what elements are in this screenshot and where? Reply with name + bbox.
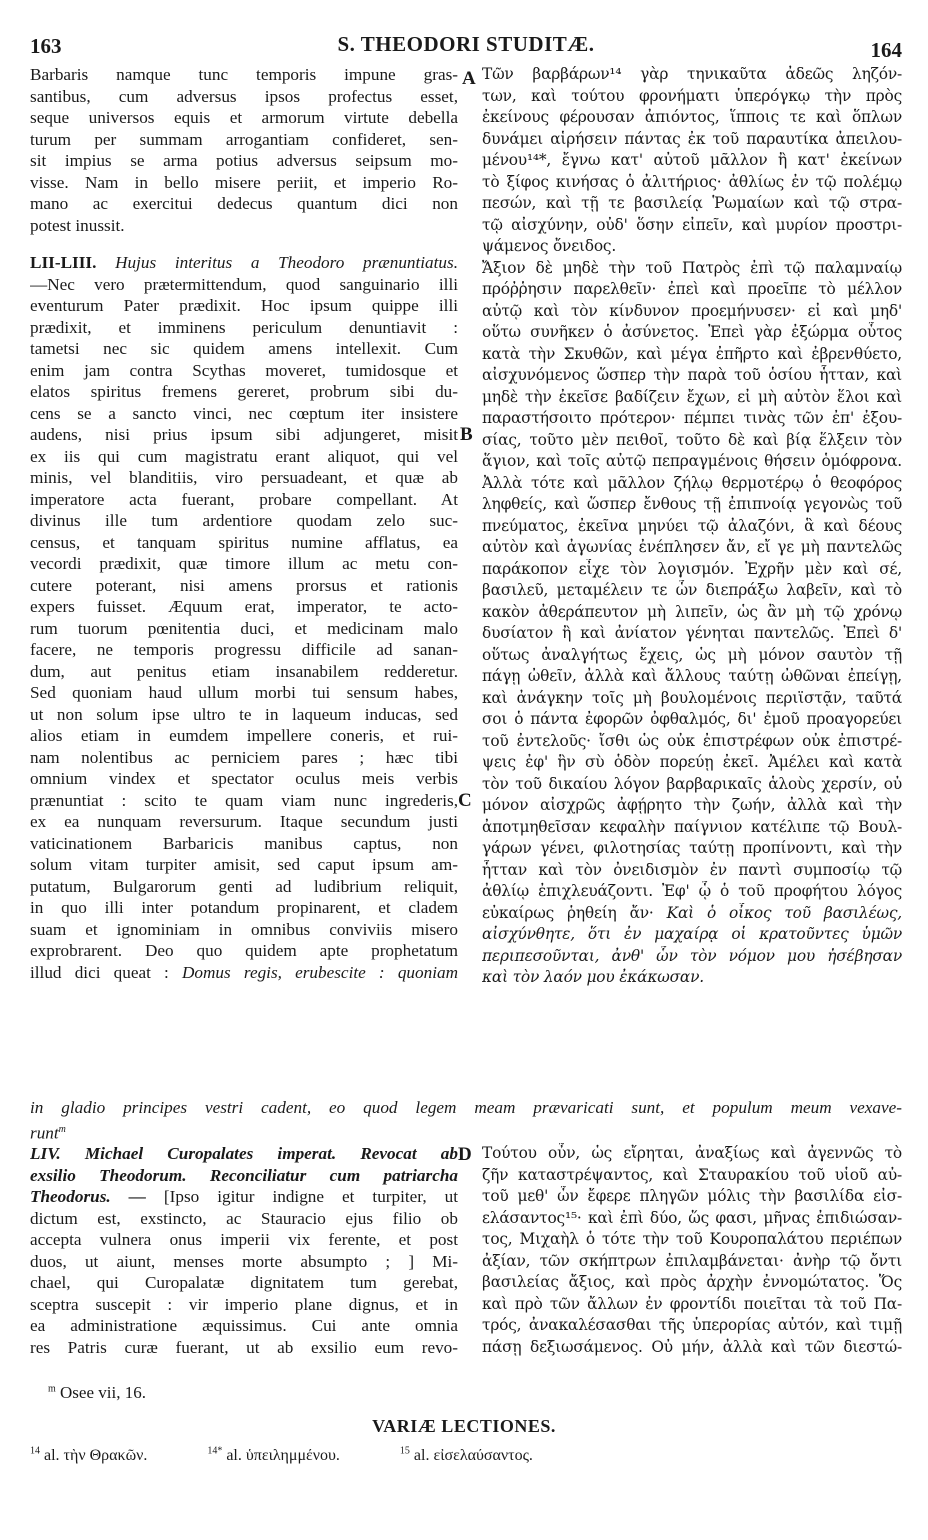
text-line: αἰσχύνθητε, ὅτι ἐν μαχαίρᾳ οἱ κρατοῦντες ὑμῶν bbox=[482, 925, 902, 943]
text-line: πάσῃ δεξιωσάμενος. Οὐ μήν, ἀλλὰ καὶ τῶν διεστώ- bbox=[482, 1337, 902, 1356]
text-line: γάρων γένει, φιλοτησίας ταύτῃ προπίνοντι, καὶ τὴν bbox=[482, 839, 902, 857]
text-line: vaticinationem Barbaricis manibus captus, non bbox=[30, 833, 458, 853]
text-line: elatos spiritus fremens gereret, probrum sibi du- bbox=[30, 382, 458, 401]
text-line: Ἀλλὰ τότε καὶ μᾶλλον ζήλῳ θερμοτέρῳ ὁ θεοφόρος bbox=[482, 473, 902, 492]
latin-column-top bbox=[30, 64, 458, 983]
text-line: αἰσχυνόμενος ὥσπερ τὴν παρὰ τοῦ ὁσίου ἧτταν, καὶ bbox=[482, 366, 902, 384]
text-line: πνεύματος, ἐκεῖνα μηνύει τῷ ἀλαζόνι, ἃ καὶ δέους bbox=[482, 516, 902, 535]
text-line: facere, ne temporis progressu difficile ad sanan- bbox=[30, 640, 458, 659]
text-line: ψάμενος ὄνειδος. bbox=[482, 237, 617, 255]
text-line: dictum est, exstincto, ac Stauracio ejus filio ob bbox=[30, 1208, 458, 1228]
text-line: duos, ut aiunt, menses morte absumpto ; ] Mi- bbox=[30, 1251, 458, 1271]
text-line: suam et ignominiam in omnibus conviviis misero bbox=[30, 919, 458, 939]
greek-paragraph-2 bbox=[482, 258, 902, 903]
running-title: S. THEODORI STUDITÆ. bbox=[337, 32, 595, 56]
variant-note-3: $^{15}$ al. εἰσελαύσαντος. bbox=[399, 1446, 533, 1465]
text-line: οὕτως ἀναλγήτως ἔχεις, ὡς μὴ μόνον σαυτὸν τῇ bbox=[482, 645, 902, 664]
text-line: mano ac exercitui dedecus quantum dici non bbox=[30, 194, 458, 213]
text-line: ἀθλίῳ ἐπιχλευάζοντι. Ἐφ' ᾧ ὁ τοῦ προφήτου λόγος bbox=[482, 882, 902, 900]
text-line: ἀξίαν, τῶν σκήπτρων ἐπιλαμβάνεται· ἀνὴρ τῷ ὄντι bbox=[482, 1251, 902, 1270]
text-line: nam nolentibus ac perniciem pares ; hæc tibi bbox=[30, 747, 458, 767]
text-line: sceptra suscepit : vir imperio plane dignus, et in bbox=[30, 1294, 458, 1314]
text-line: πρόῤῥησιν παρελθεῖν· ἐπεὶ καὶ προεῖπε τὸ μέλλον bbox=[482, 280, 902, 298]
text-line: ἅγιον, καὶ τοῖς αὐτῷ πεπραγμένοις θήσειν ὁμόφρονα. bbox=[482, 452, 902, 470]
text-line: audens, nisi prius ipsum sibi adjungeret, misit bbox=[30, 425, 458, 444]
text-line: ἀποτμηθεῖσαν κεφαλὴν παίγνιον κατέλιπε τῷ Βουλ- bbox=[482, 817, 902, 836]
marker-b: B bbox=[460, 424, 473, 445]
text-line: potest inussit. bbox=[30, 215, 125, 235]
text-line: prænuntiat : scito te quam viam nunc ingrederis, bbox=[30, 790, 458, 810]
latin-paragraph-3 bbox=[30, 1208, 458, 1359]
text-line: in quo illi inter potandum propinarent, et cladem bbox=[30, 898, 458, 917]
page-number-left: 163 bbox=[30, 34, 62, 58]
text-line: res Patris curæ fuerant, ut ab exsilio eum revo- bbox=[30, 1337, 458, 1357]
text-line: visse. Nam in bello misere periit, et imperio Ro- bbox=[30, 172, 458, 192]
text-line: κατὰ τὴν Σκυθῶν, καὶ μέγα ἐπῆρτο καὶ ἐβρενθύετο, bbox=[482, 344, 902, 363]
greek-quote-start-line: εὐκαίρως ῥηθείη ἄν· Καὶ ὁ οἶκος τοῦ βασιλέως, bbox=[482, 903, 902, 922]
latin-heading-3-line-3: Theodorus. — [Ipso igitur indigne et turpiter, ut bbox=[30, 1187, 458, 1206]
text-line: prædixit, et imminens periculum denuntiavit : bbox=[30, 317, 458, 337]
greek-paragraph-3 bbox=[482, 1143, 902, 1358]
text-line: divinus ille tum ardentiore quodam zelo suc- bbox=[30, 511, 458, 530]
text-line: minis, vel blanditiis, viro persuadeant, et quæ ab bbox=[30, 468, 458, 487]
footnote: $^m$ Osee vii, 16. bbox=[48, 1383, 146, 1402]
text-line: enim jam contra Scythas moveret, tumidosque et bbox=[30, 360, 458, 380]
text-line: ex iis qui cum magistratu erant aliquot, qui vel bbox=[30, 446, 458, 466]
text-line: tametsi nec sic quidem amens intellexit. Cum bbox=[30, 339, 458, 358]
text-line: turum per summam arrogantiam confideret, sen- bbox=[30, 129, 458, 149]
text-line: putatum, Bulgarorum genti ad ludibrium reliquit, bbox=[30, 876, 458, 896]
text-line: seque universos equis et armorum virtute debella bbox=[30, 108, 458, 127]
text-line: τοῦ ἐντελοῦς· ἴσθι ὡς οὐκ ἐπιστρέφων οὐκ ἐπιστρέ- bbox=[482, 731, 902, 750]
text-line: census, et tanquam spiritus numine afflatus, ea bbox=[30, 532, 458, 552]
text-line: μηδὲ τὴν ἐκεῖσε βαδίζειν ἔχων, εἰ μὴ αὐτὸν ἕλοι καὶ bbox=[482, 387, 902, 406]
latin-heading-3-line-2: exsilio Theodorum. Reconciliatur cum patriarcha bbox=[30, 1165, 458, 1185]
text-line: sit impius se arma potius adversus seipsum mo- bbox=[30, 151, 458, 170]
text-line: τρός, ἀνακαλέσασθαι τῆς ὑπερορίας αὐτόν, καὶ τιμῇ bbox=[482, 1316, 902, 1334]
latin-paragraph-1 bbox=[30, 64, 458, 236]
text-line: δυσίατον ἢ καὶ ἀνίατον γένηται παντελῶς. Ἐπεὶ δ' bbox=[482, 624, 902, 642]
variant-note-1: $^{14}$ al. τὴν Θρακῶν. bbox=[30, 1446, 148, 1465]
text-line: accepta vulnera onus imperii vix ferente, et post bbox=[30, 1230, 458, 1249]
text-line: πάγῃ ὠθεῖν, ἀλλὰ καὶ ἄλλους ταύτῃ ὠθῶναι ἐπείγῃ, bbox=[482, 667, 902, 685]
full-width-quote bbox=[30, 1097, 902, 1143]
text-line: μένου¹⁴*, ἔγνω κατ' αὐτοῦ μᾶλλον ἢ κατ' ἐκείνων bbox=[482, 151, 902, 169]
text-line: solum vitam turpiter amisit, sed caput ipsum am- bbox=[30, 855, 458, 874]
greek-column-bottom bbox=[482, 1143, 902, 1358]
text-line: ελάσαντος¹⁵· καὶ ἐπὶ δύο, ὥς φασι, μῆνας ἐπιδιώσαν- bbox=[482, 1208, 902, 1227]
text-line: των, καὶ τούτου φρονήματι ὑπερόγκῳ τὴν πρὸς bbox=[482, 86, 902, 105]
latin-last-line: illud dici queat : Domus regis, erubescite : quoniam bbox=[30, 962, 458, 982]
latin-column-bottom bbox=[30, 1143, 458, 1358]
text-line: vecordi prædixit, quæ timore illum ac metu con- bbox=[30, 554, 458, 573]
text-line: alios etiam in eumdem impellere coneris, et rui- bbox=[30, 726, 458, 745]
text-line: κακὸν ἀθεράπευτον μὴ λιπεῖν, ὡς ἂν μὴ τῷ χρόνῳ bbox=[482, 602, 902, 621]
marker-d: D bbox=[458, 1144, 472, 1165]
text-line: δυνάμει αἱρήσειν πάντας ἐκ τοῦ παραυτίκα ἀπειλου- bbox=[482, 129, 902, 148]
text-line: ζῆν καταστρέψαντος, καὶ Σταυρακίου τοῦ υἱοῦ αὐ- bbox=[482, 1165, 902, 1184]
text-line: cens se a sancto vinci, nec cœptum iter insistere bbox=[30, 403, 458, 423]
text-line: exprobrarent. Deo quo quidem apte prophetatum bbox=[30, 941, 458, 960]
text-line: Ἄξιον δὲ μηδὲ τὴν τοῦ Πατρὸς ἐπὶ τῷ παλαμναίῳ bbox=[482, 258, 902, 277]
text-line: omnium vindex et spectator oculus meis verbis bbox=[30, 769, 458, 788]
greek-paragraph-1 bbox=[482, 64, 902, 258]
text-line: βασιλεῦ, μεταμέλειν τε ὧν διεπράξω λαβεῖν, καὶ τὸ bbox=[482, 581, 902, 599]
text-line: παράκοπον εἶχε τὸν λογισμόν. Ἐχρῆν μὲν καὶ σέ, bbox=[482, 559, 902, 578]
marker-a: A bbox=[462, 68, 476, 89]
text-line: ληφθείς, καὶ ὥσπερ ἔνθους τῇ ἐπιπνοίᾳ γεγονὼς τοῦ bbox=[482, 495, 902, 513]
text-line: αὐτῷ καὶ τὸν κίνδυνον προεμήνυσεν· εἰ καὶ μηδ' bbox=[482, 301, 902, 320]
text-line: ex ea nunquam reversurum. Itaque secundum justi bbox=[30, 812, 458, 831]
latin-heading-2: LII-LIII. Hujus interitus a Theodoro prænuntiatus. bbox=[30, 253, 458, 272]
variae-lectiones-title: VARIÆ LECTIONES. bbox=[372, 1416, 556, 1436]
text-line: santibus, cum adversus ipsos profectus esset, bbox=[30, 86, 458, 106]
text-line: rum tuorum pœnitentia duci, et medicinam malo bbox=[30, 618, 458, 638]
latin-paragraph-2 bbox=[30, 274, 458, 962]
text-line: οὕτω συνῆκεν ὁ ἀσύνετος. Ἐπεὶ γὰρ ἐξώρμα οὗτος bbox=[482, 323, 902, 341]
text-line: dum, aut penitus etiam insanabilem redderetur. bbox=[30, 661, 458, 681]
text-line: τοῦ μεθ' ὧν ἔφερε πληγῶν μόλις τὴν βασιλίδα εἰσ- bbox=[482, 1187, 902, 1205]
variae-lectiones-notes bbox=[30, 1446, 589, 1465]
text-line: ἐκείνους φέρουσαν ἀπιόντος, ἵπποις τε καὶ ὅπλων bbox=[482, 108, 902, 126]
text-line: αὐτὸν καὶ ἀγωνίας ἐνέπλησεν ἄν, εἴ γε μὴ παντελῶς bbox=[482, 538, 902, 556]
text-line: ψεις ἐφ' ἣν σὺ ὁδὸν πορεύῃ ἐκεῖ. Ἀμέλει καὶ κατὰ bbox=[482, 753, 902, 771]
text-line: πεσών, καὶ τῇ τε βασιλείᾳ Ῥωμαίων καὶ τῷ στρα- bbox=[482, 194, 902, 212]
text-line: σοι ὁ πάντα ἐφορῶν ὀφθαλμός, δι' ἐμοῦ προαγορεύει bbox=[482, 710, 902, 728]
text-line: ut non solum ipse ultro te in laqueum inducas, sed bbox=[30, 704, 458, 724]
text-line: expers fuisset. Æquum erat, imperator, te acto- bbox=[30, 597, 458, 616]
text-line: ea administratione æquissimus. Cui ante omnia bbox=[30, 1316, 458, 1335]
full-width-line-2: runt$^m$ bbox=[30, 1123, 66, 1143]
text-line: βασιλείας ἄξιος, καὶ πρὸς ἀρχὴν ἐννομώτατος. Ὅς bbox=[482, 1273, 902, 1291]
text-line: μόνον αἰσχρῶς ἀφῄρητο τὴν ζωήν, ἀλλὰ καὶ τὴν bbox=[482, 796, 902, 814]
text-line: περιπεσοῦνται, ἀνθ' ὧν τὸν νόμον μου ἠσέβησαν bbox=[482, 946, 902, 965]
text-line: σίας, τοῦτο μὲν πειθοῖ, τοῦτο δὲ καὶ βίᾳ ἕλξειν τὸν bbox=[482, 430, 902, 449]
text-line: τος, Μιχαὴλ ὁ τότε τὴν τοῦ Κουροπαλάτου περιέπων bbox=[482, 1230, 902, 1248]
text-line: ἧτταν καὶ τὸν ὀνειδισμὸν ἐν παντὶ συμποσίῳ τῷ bbox=[482, 860, 902, 879]
text-line: eventurum Pater prædixit. Hoc ipsum quippe illi bbox=[30, 296, 458, 315]
text-line: τῷ αἰσχύνην, οὐδ' ὅσην εἰπεῖν, καὶ μυρίον προστρι- bbox=[482, 215, 902, 234]
text-line: τὸ ξίφος κινήσας ὁ ἀλιτήριος· ἀθλίως ἐν τῷ πολέμῳ bbox=[482, 172, 902, 191]
page-header bbox=[30, 30, 902, 64]
greek-column-top bbox=[482, 64, 902, 989]
text-line: —Nec vero prætermittendum, quod sanguinario illi bbox=[30, 274, 458, 294]
latin-heading-3-line-1: LIV. Michael Curopalates imperat. Revocat ab bbox=[30, 1144, 458, 1163]
text-line: τὸν τοῦ δικαίου λόγον βαρβαρικαῖς ἁλοὺς χερσίν, οὐ bbox=[482, 774, 902, 793]
greek-quote bbox=[482, 924, 902, 989]
text-line: imperatore acta fuerant, probare compellant. At bbox=[30, 489, 458, 509]
text-line: cutere poterant, nisi amens prorsus et rationis bbox=[30, 575, 458, 595]
page-number-right: 164 bbox=[870, 38, 902, 62]
text-line: Barbaris namque tunc temporis impune gras- bbox=[30, 65, 458, 84]
text-line: καὶ πρὸ τῶν ἄλλων ἐν φροντίδι ποιεῖται τὰ τοῦ Πα- bbox=[482, 1294, 902, 1313]
text-line: Τούτου οὖν, ὡς εἴρηται, ἀναξίως καὶ ἀγεννῶς τὸ bbox=[482, 1144, 902, 1162]
text-line: Sed quoniam haud ullum morbi tui sensum habes, bbox=[30, 683, 458, 702]
text-line: καὶ ἀνάγκην τοῖς μὴ βουλομένοις περιϊστᾷν, ταῦτά bbox=[482, 688, 902, 707]
variant-note-2: $^{14*}$ al. ὑπειλημμένου. bbox=[207, 1446, 340, 1465]
text-line: καὶ τὸν λαόν μου ἐκάκωσαν. bbox=[482, 968, 704, 986]
marker-c: C bbox=[458, 790, 472, 811]
text-line: παραστήσοιτο πρότερον· πέμπει τινὰς τῶν ἐπ' ἐξου- bbox=[482, 409, 902, 427]
text-line: chael, qui Curopalatæ dignitatem tum gerebat, bbox=[30, 1273, 458, 1292]
text-line: Τῶν βαρβάρων¹⁴ γὰρ τηνικαῦτα ἀδεῶς ληζόν- bbox=[482, 65, 902, 83]
full-width-line-1: in gladio principes vestri cadent, eo quod legem meam prævaricati sunt, et populum meum vexave- bbox=[30, 1098, 902, 1117]
